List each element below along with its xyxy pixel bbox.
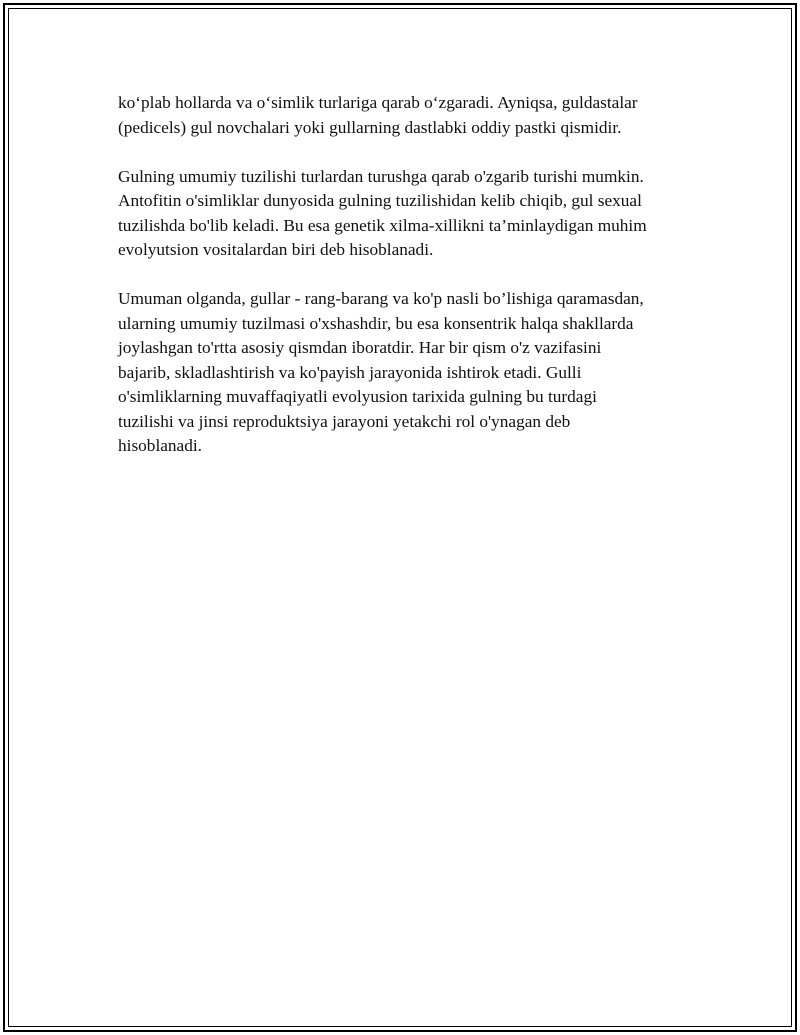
- text-line: hisoblanadi.: [118, 436, 202, 455]
- text-line: (pedicels) gul novchalari yoki gullarning dastlabki oddiy pastki qismidir.: [118, 117, 622, 137]
- paragraph-3: [118, 287, 688, 459]
- text-line: tuzilishda bo'lib keladi. Bu esa genetik xilma-xillikni ta’minlaydigan muhim: [118, 215, 647, 235]
- text-line: o'simliklarning muvaffaqiyatli evolyusion tarixida gulning bu turdagi: [118, 387, 597, 406]
- text-line: Gulning umumiy tuzilishi turlardan turushga qarab o'zgarib turishi mumkin.: [118, 166, 644, 186]
- text-line: ko‘plab hollarda va o‘simlik turlariga qarab o‘zgaradi. Ayniqsa, guldastalar: [118, 93, 638, 112]
- text-line: bajarib, skladlashtirish va ko'payish jarayonida ishtirok etadi. Gulli: [118, 362, 582, 382]
- text-line: Antofitin o'simliklar dunyosida gulning tuzilishidan kelib chiqib, gul sexual: [118, 191, 642, 210]
- document-body: [118, 91, 688, 483]
- text-line: joylashgan to'rtta asosiy qismdan iboratdir. Har bir qism o'z vazifasini: [118, 338, 602, 357]
- paragraph-2: [118, 165, 688, 263]
- paragraph-1: [118, 91, 688, 140]
- text-line: evolyutsion vositalardan biri deb hisoblanadi.: [118, 240, 434, 259]
- text-line: ularning umumiy tuzilmasi o'xshashdir, bu esa konsentrik halqa shakllarda: [118, 313, 634, 333]
- text-line: Umuman olganda, gullar - rang-barang va ko'p nasli bo’lishiga qaramasdan,: [118, 289, 644, 308]
- text-line: tuzilishi va jinsi reproduktsiya jarayoni yetakchi rol o'ynagan deb: [118, 411, 571, 431]
